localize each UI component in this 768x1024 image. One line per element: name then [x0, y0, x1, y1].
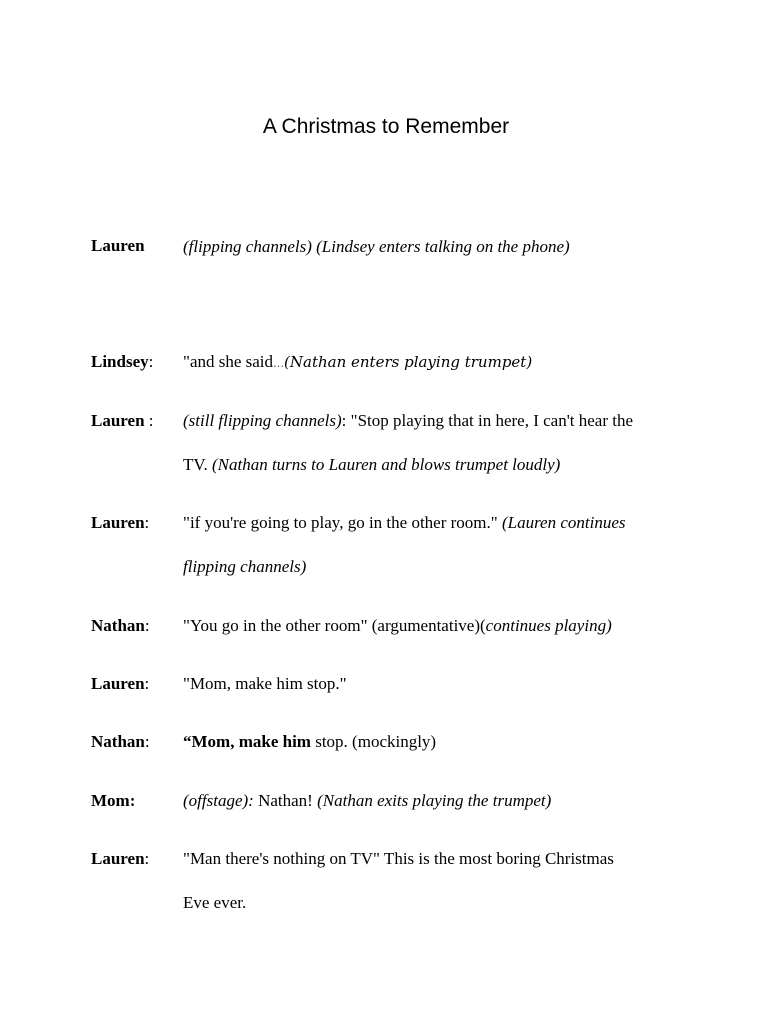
speaker-name: Nathan:	[91, 732, 150, 751]
script-line: (still flipping channels): "Stop playing that in here, I can't hear the	[183, 411, 634, 430]
speaker-name: Lauren :	[91, 411, 154, 430]
script-line: "Man there's nothing on TV" This is the most boring Christmas	[183, 849, 614, 868]
script-line-continuation: flipping channels)	[183, 557, 307, 576]
script-line: "and she said…(Nathan enters playing trumpet)	[183, 352, 533, 371]
script-line: (offstage): Nathan! (Nathan exits playing the trumpet)	[183, 791, 552, 810]
speaker-name: Lauren:	[91, 674, 150, 693]
page-title: A Christmas to Remember	[262, 115, 510, 138]
script-line-continuation: TV. (Nathan turns to Lauren and blows trumpet loudly)	[183, 455, 561, 474]
speaker-name: Lauren:	[91, 513, 150, 532]
speaker-name: Lindsey:	[91, 352, 154, 371]
script-line: (flipping channels) (Lindsey enters talking on the phone)	[183, 237, 570, 256]
speaker-name: Mom:	[91, 791, 136, 810]
script-line: "Mom, make him stop."	[183, 674, 347, 693]
speaker-name: Nathan:	[91, 616, 150, 635]
script-line-continuation: Eve ever.	[183, 893, 247, 912]
speaker-name: Lauren	[91, 236, 145, 255]
speaker-name: Lauren:	[91, 849, 150, 868]
script-line: "You go in the other room" (argumentative)(continues playing)	[183, 616, 612, 635]
script-line: “Mom, make him stop. (mockingly)	[183, 732, 437, 751]
script-line: "if you're going to play, go in the other room." (Lauren continues	[183, 513, 626, 532]
